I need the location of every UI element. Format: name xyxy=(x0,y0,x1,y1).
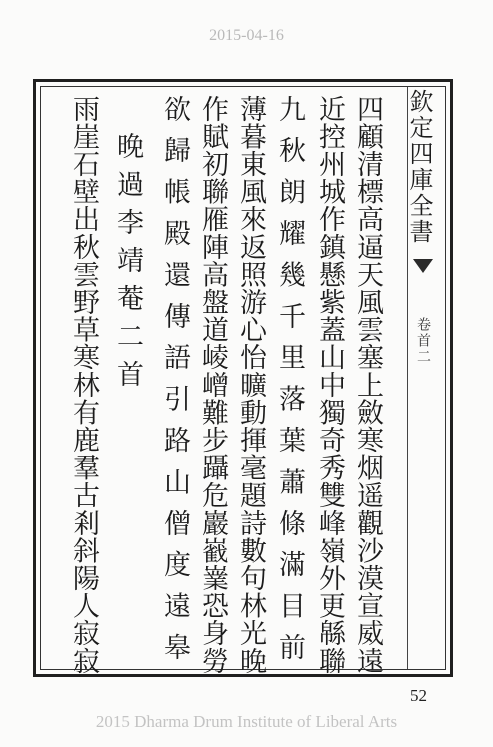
text-column-2 xyxy=(313,95,346,675)
column-text: 近控州城作鎮懸紫蓋山中獨奇秀雙峰嶺外更緜聯 xyxy=(314,95,345,675)
text-frame xyxy=(33,79,453,677)
column-text: 作賦初聯雁陣高盤道崚嶒難步躡危巖巀嶪恐身勞 xyxy=(197,95,228,675)
fishtail-mark xyxy=(413,259,433,273)
text-column-1 xyxy=(351,95,384,675)
page-number: 52 xyxy=(410,686,427,705)
inner-border xyxy=(40,86,446,675)
text-column-6 xyxy=(158,95,191,675)
margin-column xyxy=(407,87,443,669)
column-text: 薄暮東風來返照游心怡曠動揮毫題詩數句林光晚 xyxy=(235,95,266,675)
watermark-date: 2015-04-16 xyxy=(209,27,284,44)
text-column-4 xyxy=(234,95,267,675)
column-text: 雨崖石壁出秋雲野草寒林有鹿羣古剎斜陽人寂寂 xyxy=(68,95,99,675)
poem-title: 晚過李靖菴二首 xyxy=(112,132,143,398)
column-text: 欲歸帳殿還傳語引路山僧度遠皋 xyxy=(159,95,190,675)
margin-book-title: 欽定四庫全書 xyxy=(405,89,433,245)
text-column-5 xyxy=(196,95,229,675)
footer-credit: 2015 Dharma Drum Institute of Liberal Arts xyxy=(95,712,398,731)
column-text: 九秋朗耀幾千里落葉蕭條滿目前 xyxy=(274,95,305,675)
text-column-3 xyxy=(273,95,306,675)
column-text: 四顧清標高逼天風雲塞上斂寒烟遥觀沙漠宣威遠 xyxy=(352,95,383,675)
poem-title-column xyxy=(111,132,144,712)
text-column-8 xyxy=(67,95,100,675)
margin-volume: 卷首二 xyxy=(415,317,431,365)
